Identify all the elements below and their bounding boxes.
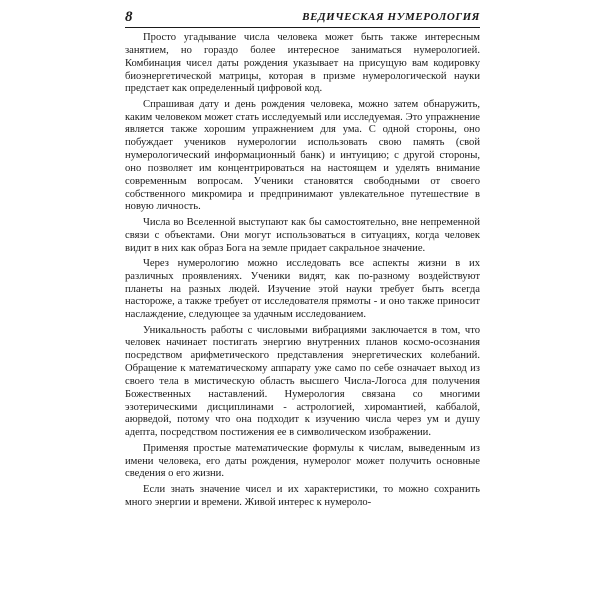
- paragraph: Через нумерологию можно исследовать все аспекты жизни в их различных проявлениях. Ученики видят, как по-разному воздействуют планеты на разных людей. Изучение этой науки требует быть всегда настороже, а также требует от исследователя прямоты - и оно также приносит наслаждение, следующее за удачным исследованием.: [125, 257, 480, 321]
- page-header: [125, 8, 480, 28]
- paragraph: Применяя простые математические формулы к числам, выведенным из имени человека, его даты рождения, нумеролог может получить основные сведения о его жизни.: [125, 442, 480, 480]
- body-text: [125, 32, 480, 509]
- paragraph: Если знать значение чисел и их характеристики, то можно сохранить много энергии и времени. Живой интерес к нумероло-: [125, 483, 480, 508]
- paragraph: Спрашивая дату и день рождения человека, можно затем обнаружить, каким человеком может стать исследуемый или исследуемая. Это упражнение является также хорошим упражнением для ума. С одной стороны, оно побуждает учеников нумерологии использовать свою память (свой нумерологический информационный банк) и интуицию; с другой стороны, оно позволяет им концентрироваться на настоящем и уделять внимание современным вопросам. Ученики становятся свободными от своего собственного микромира и предпринимают увлекательное путешествие в новую личность.: [125, 98, 480, 213]
- running-title: ВЕДИЧЕСКАЯ НУМЕРОЛОГИЯ: [302, 11, 480, 23]
- page-number: 8: [125, 9, 133, 25]
- paragraph: Уникальность работы с числовыми вибрациями заключается в том, что человек начинает постигать энергию внутренних планов космо-осознания посредством арифметического представления энергетических колебаний. Обращение к математическому аппарату уже само по себе означает выход из своего тела в мистическую область высшего Числа-Логоса для получения Божественных наставлений. Нумерология связана со многими эзотерическими дисциплинами - астрологией, хиромантией, каббалой, аюрведой, потому что она подходит к изучению числа через ум и душу адепта, посредством постижения ее в символическом изображении.: [125, 324, 480, 439]
- paragraph: Числа во Вселенной выступают как бы самостоятельно, вне непременной связи с объектами. Они могут использоваться в ситуациях, когда человек видит в них как образ Бога на земле придает сакральное значение.: [125, 216, 480, 254]
- header-rule: [125, 27, 480, 28]
- paragraph: Просто угадывание числа человека может быть также интересным занятием, но гораздо более интересное заниматься нумерологией. Комбинация чисел даты рождения указывает на присущую вам кодировку биоэнергетической матрицы, которая в призме нумерологической науки предстает как определенный цифровой код.: [125, 32, 480, 95]
